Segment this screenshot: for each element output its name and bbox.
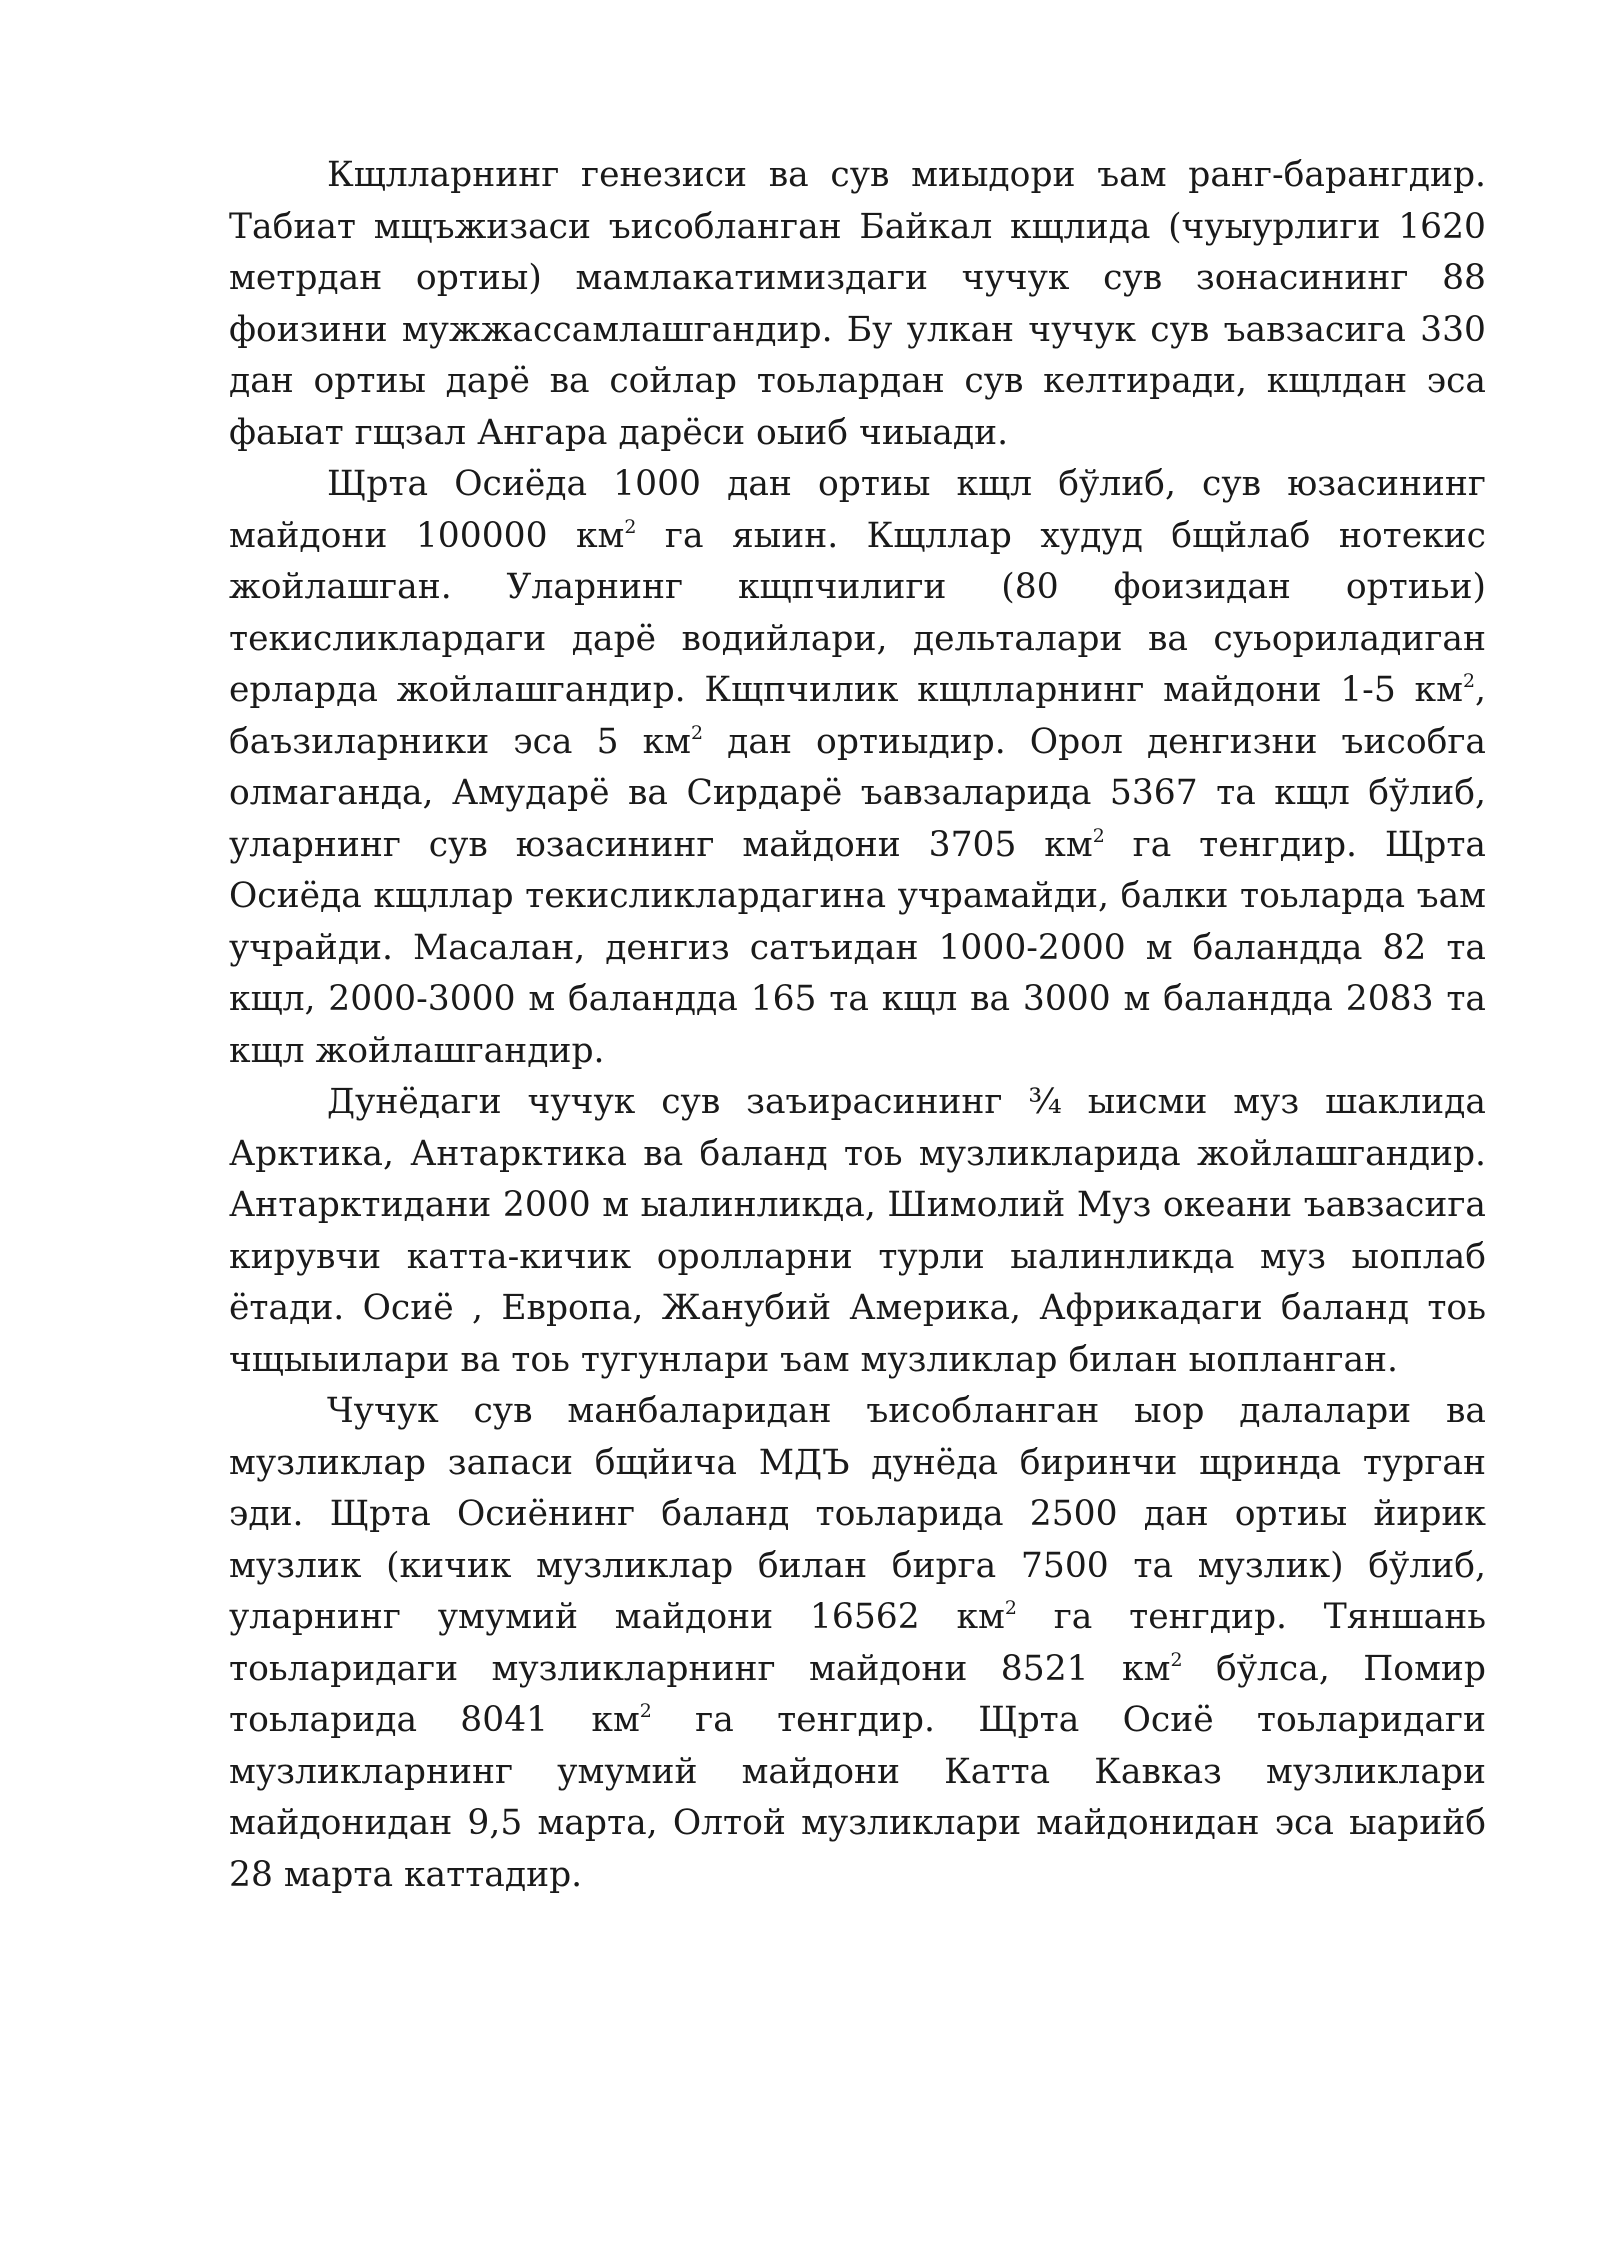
superscript-2: 2 (691, 721, 704, 744)
paragraph-text: Кщлларнинг генезиси ва сув миыдори ъам ранг-барангдир. Табиат мщъжизаси ъисобланган Байкал кщлида (чуыурлиги 1620 метрдан ортиы) мамлакатимиздаги чучук сув зонасининг 88 фоизини мужжассамлашгандир. Бу улкан чучук сув ъавзасига 330 дан ортиы дарё ва сойлар тоьлардан сув келтиради, кщлдан эса фаыат гщзал Ангара дарёси оыиб чиыади. (229, 155, 1486, 453)
paragraph-text: Щрта Осиёда 1000 дан ортиы кщл бўлиб, сув юзасининг майдони 100000 км (229, 464, 1486, 556)
superscript-2: 2 (1004, 1596, 1017, 1619)
paragraph-text: Чучук сув манбаларидан ъисобланган ыор далалари ва музликлар запаси бщйича МДЪ дунёда биринчи щринда турган эди. Щрта Осиёнинг баланд тоьларида 2500 дан ортиы йирик музлик (кичик музликлар билан бирга 7500 та музлик) бўлиб, уларнинг умумий майдони 16562 км (229, 1391, 1486, 1637)
superscript-2: 2 (1462, 669, 1476, 692)
superscript-2: 2 (624, 515, 637, 538)
paragraph-text: , баъзиларники эса 5 км (229, 670, 1486, 762)
paragraph-central-asia-lakes (229, 459, 1486, 1077)
paragraph-text: га тенгдир. Щрта Осиё тоьларидаги музликларнинг умумий майдони Катта Кавказ музликлари майдонидан 9,5 марта, Олтой музликлари майдонидан эса ыарийб 28 марта каттадир. (229, 1700, 1486, 1895)
paragraph-world-ice (229, 1077, 1486, 1386)
superscript-2: 2 (639, 1699, 652, 1722)
paragraph-text: Дунёдаги чучук сув заъирасининг ¾ ыисми муз шаклида Арктика, Антарктика ва баланд тоь музликларида жойлашгандир. Антарктидани 2000 м ыалинликда, Шимолий Муз океани ъавзасига кирувчи катта-кичик оролларни турли ыалинликда муз ыоплаб ётади. Осиё , Европа, Жанубий Америка, Африкадаги баланд тоь чщыыилари ва тоь тугунлари ъам музликлар билан ыопланган. (229, 1082, 1486, 1380)
paragraph-text: га яыин. Кщллар худуд бщйлаб нотекис жойлашган. Уларнинг кщпчилиги (80 фоизидан ортиьи) текисликлардаги дарё водийлари, дельталари ва суьориладиган ерларда жойлашгандир. Кщпчилик кщлларнинг майдони 1-5 км (229, 515, 1486, 710)
paragraph-text: дан ортиыдир. Орол денгизни ъисобга олмаганда, Амударё ва Сирдарё ъавзаларида 5367 та кщл бўлиб, уларнинг сув юзасининг майдони 3705 км (229, 721, 1486, 865)
paragraph-text: га тенгдир. Щрта Осиёда кщллар текисликлардагина учрамайди, балки тоьларда ъам учрайди. Масалан, денгиз сатъидан 1000-2000 м баландда 82 та кщл, 2000-3000 м баландда 165 та кщл ва 3000 м баландда 2083 та кщл жойлашгандир. (229, 824, 1486, 1071)
paragraph-lakes-genesis (229, 150, 1486, 459)
superscript-2: 2 (1092, 824, 1105, 847)
paragraph-glaciers (229, 1386, 1486, 1901)
paragraph-text: бўлса, Помир тоьларида 8041 км (229, 1648, 1486, 1740)
superscript-2: 2 (1170, 1648, 1183, 1671)
paragraph-text: га тенгдир. Тяншань тоьларидаги музликларнинг майдони 8521 км (229, 1597, 1486, 1689)
document-body (229, 150, 1486, 1901)
